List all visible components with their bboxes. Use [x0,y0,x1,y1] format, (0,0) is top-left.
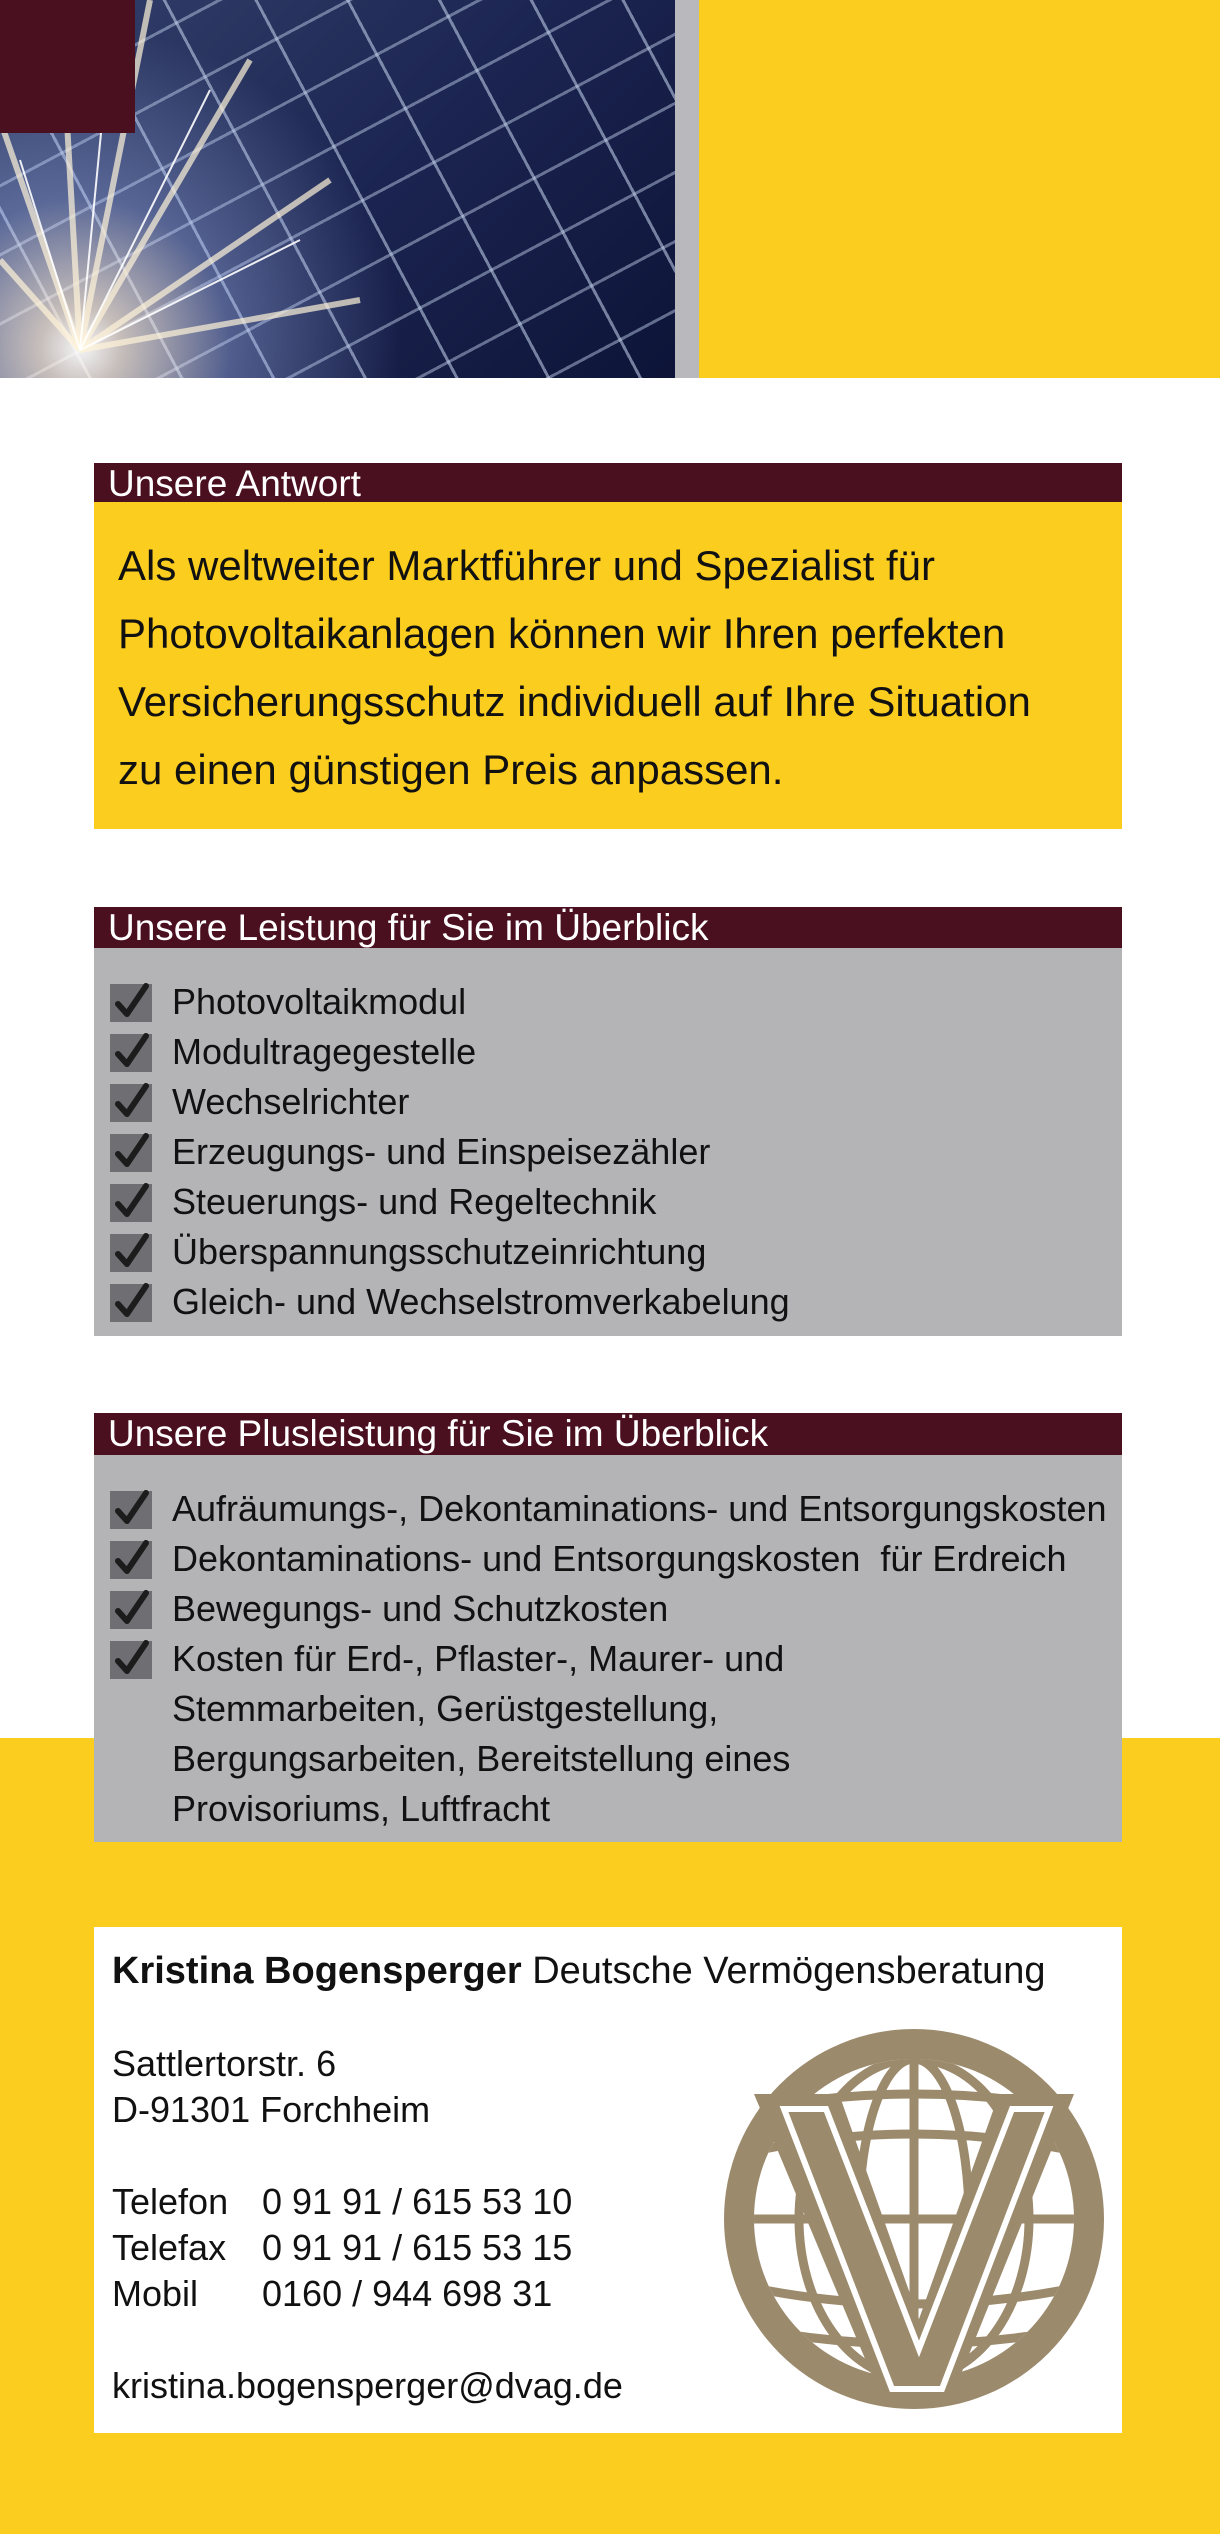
answer-line: zu einen günstigen Preis anpassen. [118,746,784,793]
checkmark-icon [110,1084,152,1122]
answer-line: Versicherungsschutz individuell auf Ihre Situation [118,678,1031,725]
list-item-label: Kosten für Erd-, Pflaster-, Maurer- und [172,1638,785,1679]
checkmark-icon [110,1234,152,1272]
checkmark-icon [110,1591,152,1629]
maroon-accent-block [0,0,135,133]
checkmark-icon [110,1134,152,1172]
answer-line: Als weltweiter Marktführer und Spezialist für [118,542,935,589]
list-item [94,1127,1122,1177]
list-item [94,1077,1122,1127]
list-item-label: Erzeugungs- und Einspeisezähler [172,1131,711,1172]
city-address: D-91301 Forchheim [112,2089,431,2130]
email-link[interactable]: kristina.bogensperger@dvag.de [112,2365,623,2406]
list-item-label: Steuerungs- und Regeltechnik [172,1181,657,1222]
services-items-container [94,977,1122,1327]
fax-label: Telefax [112,2227,227,2268]
services-section-header: Unsere Leistung für Sie im Überblick [94,907,1122,948]
plus-section-header: Unsere Plusleistung für Sie im Überblick [94,1413,1122,1455]
mobile-row [112,2271,552,2317]
phone-number[interactable]: 0 91 91 / 615 53 10 [262,2181,573,2222]
list-item-label: Gleich- und Wechselstromverkabelung [172,1281,790,1322]
list-item [94,1027,1122,1077]
yellow-hero-block [699,0,1220,378]
checkmark-icon [110,1034,152,1072]
mobile-label: Mobil [112,2273,199,2314]
list-item [94,1584,1122,1634]
fax-number: 0 91 91 / 615 53 15 [262,2227,573,2268]
contact-heading [112,1947,1046,1995]
list-item-label: Modultragegestelle [172,1031,477,1072]
list-item [94,1484,1122,1534]
phone-row [112,2179,572,2225]
list-item [94,1227,1122,1277]
list-item-label: Dekontaminations- und Entsorgungskosten für Erdreich [172,1538,1067,1579]
answer-line: Photovoltaikanlagen können wir Ihren perfekten [118,610,1006,657]
list-item-label: Aufräumungs-, Dekontaminations- und Entsorgungskosten [172,1488,1107,1529]
list-item [94,1277,1122,1327]
contact-card [94,1927,1122,2433]
answer-section-header: Unsere Antwort [94,463,1122,502]
gray-divider-strip [675,0,699,378]
company-name: Deutsche Vermögensberatung [532,1950,1046,1992]
list-item [94,1177,1122,1227]
phone-label: Telefon [112,2181,229,2222]
street-address: Sattlertorstr. 6 [112,2043,337,2084]
checkmark-icon [110,1184,152,1222]
list-item [94,1534,1122,1584]
checkmark-icon [110,984,152,1022]
list-item-continuation: Bergungsarbeiten, Bereitstellung eines [172,1738,791,1779]
list-item [94,1634,1122,1684]
answer-text-box [94,502,1122,829]
dvag-globe-logo-icon [714,2019,1114,2424]
list-item-label: Bewegungs- und Schutzkosten [172,1588,669,1629]
fax-row [112,2225,572,2271]
list-item-continuation: Provisoriums, Luftfracht [172,1788,551,1829]
checkmark-icon [110,1541,152,1579]
list-item-label: Wechselrichter [172,1081,410,1122]
contact-name: Kristina Bogensperger [112,1950,522,1992]
checkmark-icon [110,1491,152,1529]
mobile-number[interactable]: 0160 / 944 698 31 [262,2273,553,2314]
list-item-continuation: Stemmarbeiten, Gerüstgestellung, [172,1688,719,1729]
list-item [94,977,1122,1027]
plus-items-container [94,1484,1122,1834]
list-item-label: Photovoltaikmodul [172,981,467,1022]
checkmark-icon [110,1641,152,1679]
checkmark-icon [110,1284,152,1322]
list-item-label: Überspannungsschutzeinrichtung [172,1231,707,1272]
